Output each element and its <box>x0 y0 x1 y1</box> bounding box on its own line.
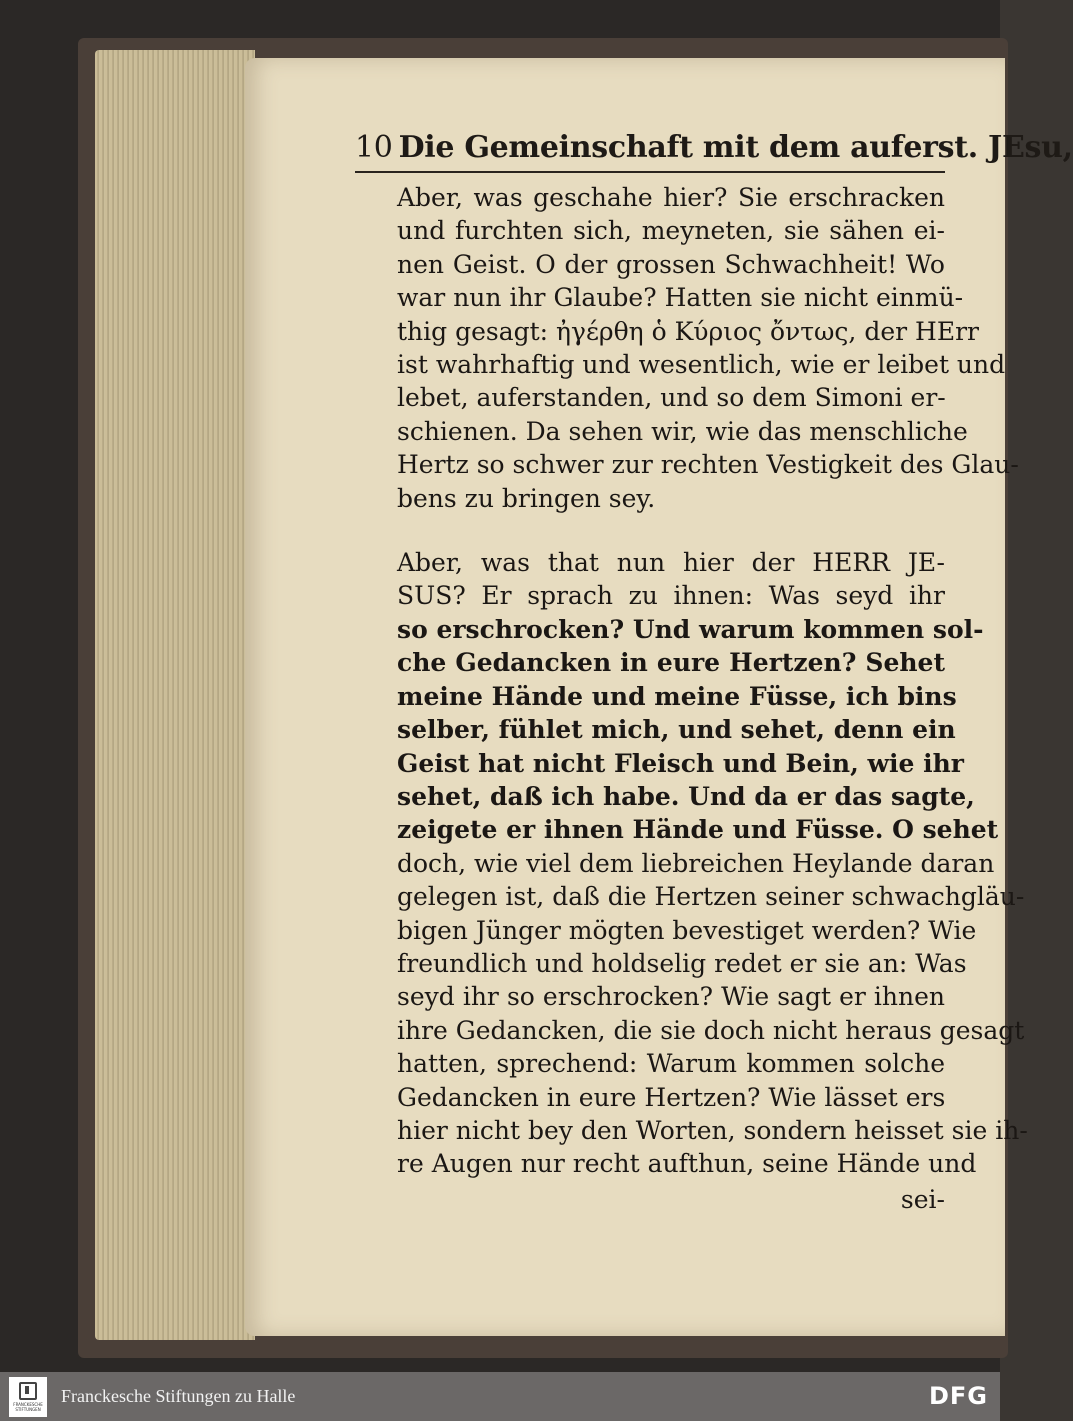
running-head-title: Die Gemeinschaft mit dem auferst. JEsu, <box>398 130 1073 165</box>
catchword: sei- <box>900 1184 945 1214</box>
text-line: thig gesagt: ἠγέρθη ὁ Κύριος ὄντως, der HErr <box>397 316 979 346</box>
text-line: hatten, sprechend: Warum kommen solche <box>397 1049 945 1079</box>
text-line: freundlich und holdselig redet er sie an: Was <box>397 948 967 978</box>
text-line: selber, fühlet mich, und sehet, denn ein <box>397 715 956 745</box>
text-line: Aber, was geschahe hier? Sie erschracken <box>397 183 945 212</box>
book-page <box>245 58 1073 1336</box>
logo-text: FRANCKESCHE STIFTUNGEN <box>13 1401 43 1412</box>
institution-logo <box>9 1377 47 1417</box>
text-line: meine Hände und meine Füsse, ich bins <box>397 681 957 711</box>
text-line: so erschrocken? Und warum kommen sol- <box>397 614 984 644</box>
text-line: ist wahrhaftig und wesentlich, wie er leibet und <box>397 350 1006 380</box>
text-line: zeigete er ihnen Hände und Füsse. O sehet <box>397 815 999 845</box>
paragraph-1 <box>355 181 1019 515</box>
text-line: Gedancken in eure Hertzen? Wie lässet ers <box>397 1082 946 1112</box>
text-line: Aber, was that nun hier der HERR JE- <box>397 548 945 578</box>
page-content <box>355 130 1073 1216</box>
logo-icon <box>19 1382 37 1400</box>
text-line: ihre Gedancken, die sie doch nicht heraus gesagt <box>397 1015 1025 1045</box>
body-text <box>355 181 1028 1216</box>
text-line: bigen Jünger mögten bevestiget werden? Wie <box>397 915 977 945</box>
text-line: bens zu bringen sey. <box>397 483 656 513</box>
running-head <box>355 130 1073 173</box>
text-line: che Gedancken in eure Hertzen? Sehet <box>397 648 945 678</box>
text-line: doch, wie viel dem liebreichen Heylande daran <box>397 848 995 878</box>
text-line: sehet, daß ich habe. Und da er das sagte, <box>397 781 975 811</box>
text-line: SUS? Er sprach zu ihnen: Was seyd ihr <box>397 581 945 611</box>
text-line: war nun ihr Glaube? Hatten sie nicht einmü- <box>397 283 964 313</box>
text-line: re Augen nur recht aufthun, seine Hände und <box>397 1149 977 1179</box>
dfg-logo: DFG <box>928 1382 988 1410</box>
page-number: 10 <box>355 130 393 165</box>
text-line: hier nicht bey den Worten, sondern heisset sie ih- <box>397 1115 1028 1145</box>
institution-name: Franckesche Stiftungen zu Halle <box>61 1386 296 1406</box>
text-line: und furchten sich, meyneten, sie sähen ei- <box>397 216 945 246</box>
text-line: lebet, auferstanden, und so dem Simoni er- <box>397 383 946 413</box>
viewer-footer <box>0 1372 1000 1421</box>
text-line: seyd ihr so erschrocken? Wie sagt er ihnen <box>397 982 945 1012</box>
text-line: schienen. Da sehen wir, wie das menschliche <box>397 416 968 446</box>
page-edges <box>95 50 255 1340</box>
text-line: Geist hat nicht Fleisch und Bein, wie ihr <box>397 748 964 778</box>
text-line: Hertz so schwer zur rechten Vestigkeit des Glau- <box>397 450 1019 480</box>
paragraph-2 <box>355 546 1028 1181</box>
text-line: gelegen ist, daß die Hertzen seiner schwachgläu- <box>397 882 1025 912</box>
text-line: nen Geist. O der grossen Schwachheit! Wo <box>397 249 945 279</box>
